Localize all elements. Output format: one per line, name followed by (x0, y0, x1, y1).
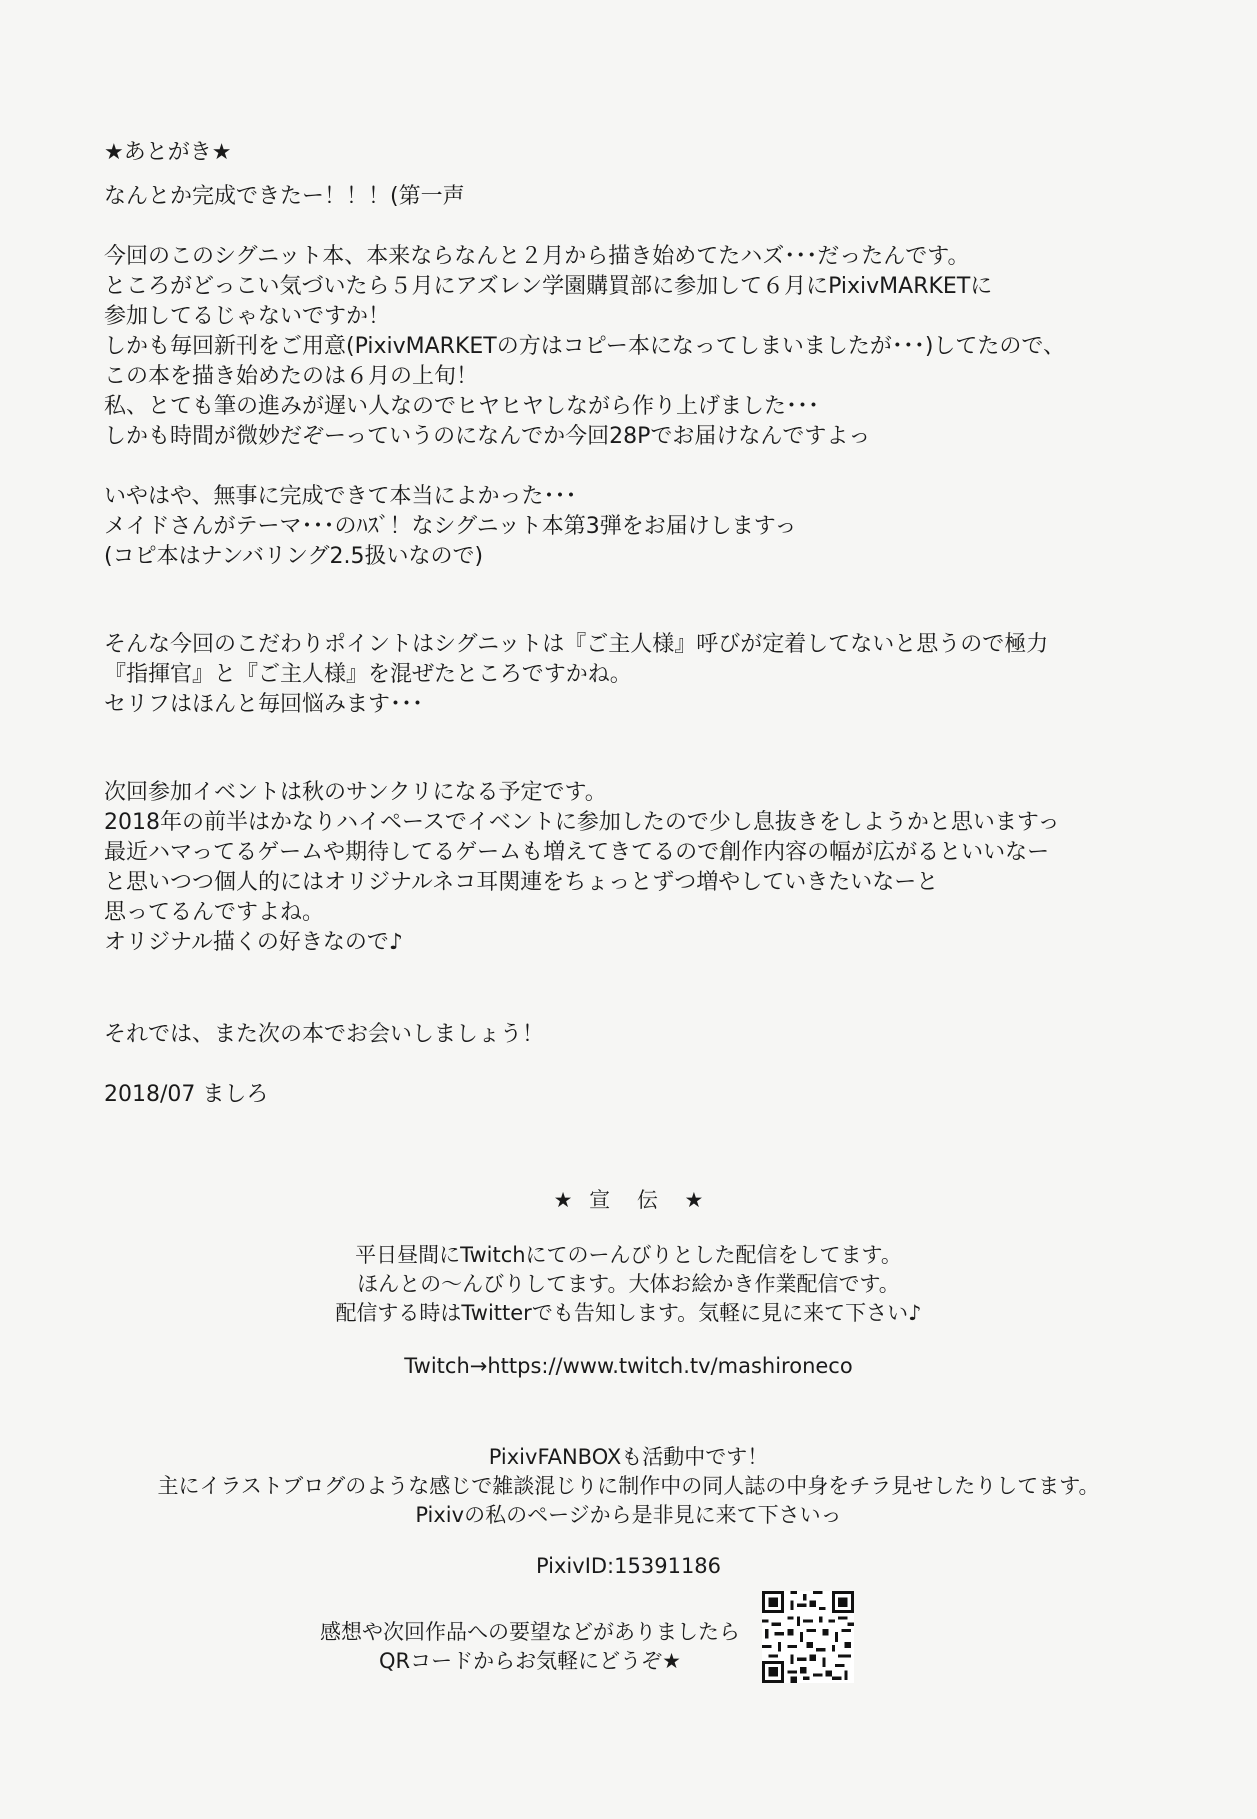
star-icon: ★ (684, 1188, 704, 1212)
text-line: と思いつつ個人的にはオリジナルネコ耳関連をちょっとずつ増やしていきたいなーと (104, 870, 939, 895)
text-line: ところがどっこい気づいたら５月にアズレン学園購買部に参加して６月にPixivMARKETに (104, 274, 993, 299)
text-line: 平日昼間にTwitchにてのーんびりとした配信をしてます。 (355, 1243, 902, 1267)
text-line: セリフはほんと毎回悩みます･･･ (104, 692, 424, 717)
text-line: 感想や次回作品への要望などがありましたら (320, 1620, 740, 1644)
afterword-intro: なんとか完成できたー！！！(第一声 (104, 184, 465, 209)
text-line: ほんとの～んびりしてます。大体お絵かき作業配信です。 (357, 1272, 900, 1296)
text-line: Pixivの私のページから是非見に来て下さいっ (415, 1503, 842, 1527)
promo-section (0, 1186, 1257, 1581)
twitch-url: Twitch→https://www.twitch.tv/mashironeco (404, 1354, 853, 1378)
text-line: 参加してるじゃないですか！ (104, 304, 391, 329)
text-line: 私、とても筆の進みが遅い人なのでヒヤヒヤしながら作り上げました･･･ (104, 394, 820, 419)
promo-title-text: 宣 伝 (589, 1188, 668, 1212)
fanbox-info (0, 1443, 1257, 1530)
text-line: QRコードからお気軽にどうぞ★ (379, 1649, 681, 1673)
star-icon: ★ (553, 1188, 573, 1212)
text-line: 今回のこのシグニット本、本来ならなんと２月から描き始めてたハズ･･･だったんです。 (104, 244, 970, 269)
text-line: この本を描き始めたのは６月の上旬！ (104, 364, 479, 389)
text-line: そんな今回のこだわりポイントはシグニットは『ご主人様』呼びが定着してないと思うので極力 (104, 632, 1049, 657)
text-line: しかも毎回新刊をご用意(PixivMARKETの方はコピー本になってしまいましたが･･･)してたので、 (104, 334, 1065, 359)
afterword-paragraph-3 (104, 630, 1184, 720)
pixiv-id: PixivID:15391186 (535, 1554, 722, 1578)
text-line: オリジナル描くの好きなので♪ (104, 930, 403, 955)
afterword-paragraph-4 (104, 778, 1184, 958)
afterword-section (104, 138, 1184, 1110)
afterword-paragraph-2 (104, 482, 1184, 572)
text-line: PixivFANBOXも活動中です！ (488, 1445, 769, 1469)
text-line: (コピ本はナンバリング2.5扱いなので) (104, 544, 484, 569)
text-line: しかも時間が微妙だぞーっていうのになんでか今回28Pでお届けなんですよっ (104, 424, 871, 449)
text-line: いやはや、無事に完成できて本当によかった･･･ (104, 484, 577, 509)
afterword-signature: 2018/07 ましろ (104, 1082, 269, 1107)
text-line: 思ってるんですよね。 (104, 900, 325, 925)
afterword-heading: ★あとがき★ (104, 140, 232, 165)
text-line: 最近ハマってるゲームや期待してるゲームも増えてきてるので創作内容の幅が広がるといいなー (104, 840, 1050, 865)
twitch-info (0, 1241, 1257, 1328)
promo-title (0, 1186, 1257, 1215)
text-line: 次回参加イベントは秋のサンクリになる予定です。 (104, 780, 607, 805)
afterword-paragraph-1 (104, 242, 1184, 452)
afterword-closing: それでは、また次の本でお会いしましょう！ (104, 1022, 545, 1047)
request-note (320, 1618, 740, 1676)
text-line: 配信する時はTwitterでも告知します。気軽に見に来て下さい♪ (335, 1301, 922, 1325)
text-line: 『指揮官』と『ご主人様』を混ぜたところですかね。 (104, 662, 632, 687)
qr-code-icon (762, 1591, 854, 1683)
text-line: 2018年の前半はかなりハイペースでイベントに参加したので少し息抜きをしようかと思いますっ (104, 810, 1060, 835)
text-line: メイドさんがテーマ･･･のﾊｽﾞ！なシグニット本第3弾をお届けしますっ (104, 514, 797, 539)
text-line: 主にイラストブログのような感じで雑談混じりに制作中の同人誌の中身をチラ見せしたりしてます。 (157, 1474, 1100, 1498)
